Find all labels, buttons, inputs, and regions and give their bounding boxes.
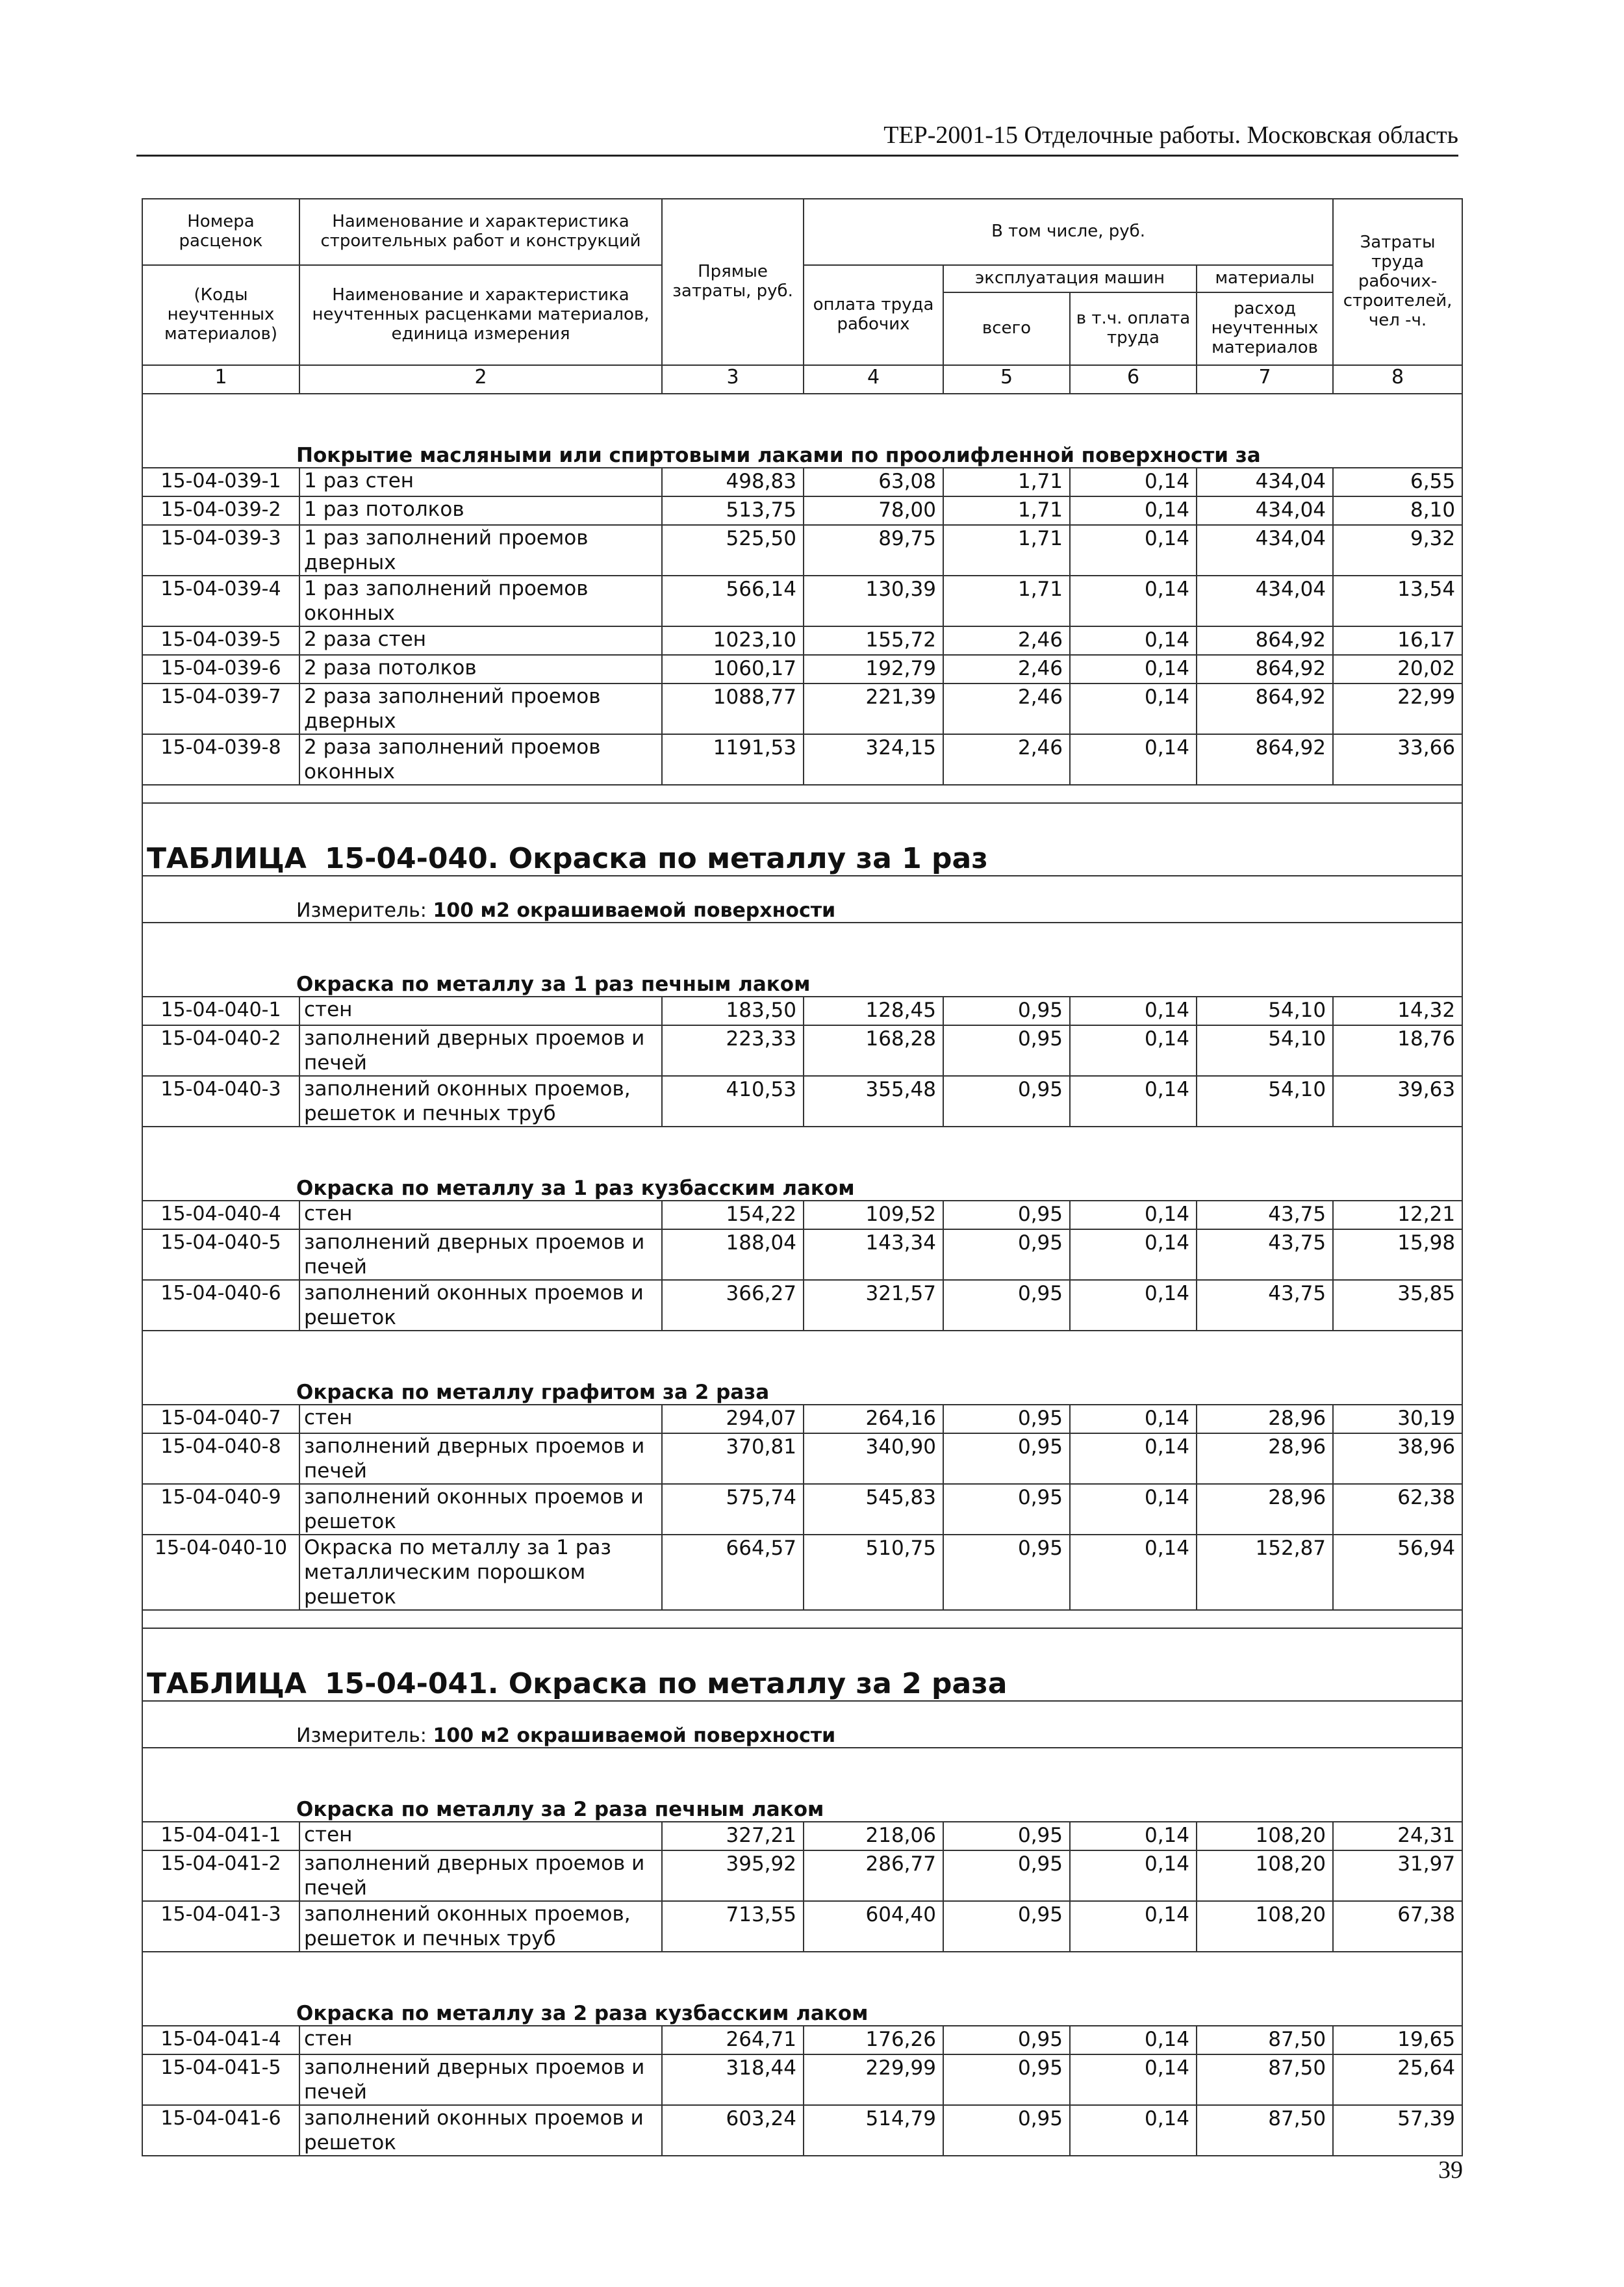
direct-costs: 395,92	[662, 1850, 804, 1901]
labor-cost: 143,34	[804, 1229, 943, 1280]
meter	[142, 1701, 1462, 1748]
labor-hours: 9,32	[1333, 525, 1462, 576]
labor-cost: 89,75	[804, 525, 943, 576]
table-row	[142, 1229, 1462, 1280]
page-header-title: ТЕР-2001-15 Отделочные работы. Московская область	[883, 121, 1458, 149]
materials-cost: 43,75	[1197, 1201, 1333, 1229]
work-name: заполнений оконных проемов и решеток	[299, 1484, 662, 1535]
machines-total: 2,46	[943, 684, 1070, 734]
col-labor: оплата труда рабочих	[804, 265, 943, 365]
direct-costs: 318,44	[662, 2054, 804, 2105]
meter-row	[142, 876, 1462, 923]
col-name-top: Наименование и характеристика строительных работ и конструкций	[299, 199, 662, 265]
labor-cost: 155,72	[804, 626, 943, 655]
section-title: Окраска по металлу за 2 раза кузбасским лаком	[142, 1952, 1462, 2026]
labor-hours: 6,55	[1333, 468, 1462, 496]
labor-hours: 57,39	[1333, 2105, 1462, 2156]
rate-code: 15-04-039-4	[142, 576, 299, 626]
direct-costs: 183,50	[662, 997, 804, 1025]
col-number: 6	[1070, 365, 1197, 394]
labor-cost: 510,75	[804, 1535, 943, 1610]
machines-total: 0,95	[943, 1484, 1070, 1535]
rate-code: 15-04-041-6	[142, 2105, 299, 2156]
rate-code: 15-04-040-6	[142, 1280, 299, 1331]
labor-cost: 324,15	[804, 734, 943, 785]
table-row	[142, 525, 1462, 576]
labor-cost: 128,45	[804, 997, 943, 1025]
labor-cost: 168,28	[804, 1025, 943, 1076]
table-row	[142, 655, 1462, 684]
rate-code: 15-04-039-2	[142, 496, 299, 525]
materials-cost: 87,50	[1197, 2105, 1333, 2156]
table-title-text: Окраска по металлу за 1 раз	[508, 842, 988, 875]
labor-hours: 39,63	[1333, 1076, 1462, 1127]
col-including: В том числе, руб.	[804, 199, 1333, 265]
machines-total: 0,95	[943, 1850, 1070, 1901]
rate-code: 15-04-039-5	[142, 626, 299, 655]
materials-cost: 434,04	[1197, 576, 1333, 626]
machines-total: 0,95	[943, 1201, 1070, 1229]
direct-costs: 294,07	[662, 1405, 804, 1433]
work-name: стен	[299, 1405, 662, 1433]
work-name: заполнений оконных проемов, решеток и печных труб	[299, 1076, 662, 1127]
machines-labor: 0,14	[1070, 1850, 1197, 1901]
rates-table	[142, 198, 1463, 2156]
table-row	[142, 1025, 1462, 1076]
labor-hours: 38,96	[1333, 1433, 1462, 1484]
meter-label: Измеритель:	[296, 899, 427, 922]
meter-value: 100 м2 окрашиваемой поверхности	[433, 899, 836, 922]
rate-code: 15-04-040-4	[142, 1201, 299, 1229]
meter-label: Измеритель:	[296, 1724, 427, 1747]
machines-labor: 0,14	[1070, 1405, 1197, 1433]
work-name: Окраска по металлу за 1 раз металлическим порошком решеток	[299, 1535, 662, 1610]
table-title-number: 15-04-041.	[324, 1667, 499, 1700]
rate-code: 15-04-041-1	[142, 1822, 299, 1850]
col-number: 3	[662, 365, 804, 394]
materials-cost: 434,04	[1197, 525, 1333, 576]
rate-code: 15-04-039-8	[142, 734, 299, 785]
labor-cost: 63,08	[804, 468, 943, 496]
table-title-label: ТАБЛИЦА	[147, 1667, 307, 1700]
direct-costs: 1060,17	[662, 655, 804, 684]
section-title: Окраска по металлу графитом за 2 раза	[142, 1331, 1462, 1405]
rate-code: 15-04-041-3	[142, 1901, 299, 1952]
direct-costs: 603,24	[662, 2105, 804, 2156]
section-title: Окраска по металлу за 1 раз кузбасским лаком	[142, 1127, 1462, 1201]
labor-hours: 35,85	[1333, 1280, 1462, 1331]
labor-hours: 12,21	[1333, 1201, 1462, 1229]
machines-total: 0,95	[943, 997, 1070, 1025]
work-name: заполнений оконных проемов, решеток и печных труб	[299, 1901, 662, 1952]
table-title-row	[142, 803, 1462, 876]
materials-cost: 28,96	[1197, 1405, 1333, 1433]
table-row	[142, 1280, 1462, 1331]
labor-hours: 18,76	[1333, 1025, 1462, 1076]
machines-labor: 0,14	[1070, 576, 1197, 626]
labor-cost: 229,99	[804, 2054, 943, 2105]
machines-total: 1,71	[943, 496, 1070, 525]
table-title-label: ТАБЛИЦА	[147, 842, 307, 875]
labor-cost: 604,40	[804, 1901, 943, 1952]
col-number: 7	[1197, 365, 1333, 394]
work-name: заполнений дверных проемов и печей	[299, 1850, 662, 1901]
table-row	[142, 1484, 1462, 1535]
rate-code: 15-04-040-10	[142, 1535, 299, 1610]
rate-code: 15-04-039-1	[142, 468, 299, 496]
materials-cost: 87,50	[1197, 2026, 1333, 2054]
table-row	[142, 1201, 1462, 1229]
machines-total: 0,95	[943, 1901, 1070, 1952]
rate-code: 15-04-039-7	[142, 684, 299, 734]
direct-costs: 566,14	[662, 576, 804, 626]
col-number: 1	[142, 365, 299, 394]
col-name-bottom: Наименование и характеристика неучтенных расценками материалов, единица измерения	[299, 265, 662, 365]
labor-hours: 20,02	[1333, 655, 1462, 684]
labor-cost: 130,39	[804, 576, 943, 626]
labor-hours: 14,32	[1333, 997, 1462, 1025]
materials-cost: 28,96	[1197, 1484, 1333, 1535]
col-machines: эксплуатация машин	[943, 265, 1197, 292]
work-name: 1 раз потолков	[299, 496, 662, 525]
col-number: 2	[299, 365, 662, 394]
section-title-row	[142, 1952, 1462, 2026]
rate-code: 15-04-041-5	[142, 2054, 299, 2105]
machines-total: 0,95	[943, 1535, 1070, 1610]
machines-total: 1,71	[943, 468, 1070, 496]
direct-costs: 410,53	[662, 1076, 804, 1127]
work-name: стен	[299, 997, 662, 1025]
spacer-row	[142, 1610, 1462, 1628]
work-name: 1 раз заполнений проемов дверных	[299, 525, 662, 576]
page-header	[136, 116, 1458, 157]
machines-labor: 0,14	[1070, 1076, 1197, 1127]
meter-row	[142, 1701, 1462, 1748]
labor-cost: 109,52	[804, 1201, 943, 1229]
direct-costs: 264,71	[662, 2026, 804, 2054]
column-numbers-row	[142, 365, 1462, 394]
labor-hours: 8,10	[1333, 496, 1462, 525]
rate-code: 15-04-040-3	[142, 1076, 299, 1127]
machines-labor: 0,14	[1070, 496, 1197, 525]
machines-total: 0,95	[943, 1229, 1070, 1280]
rate-code: 15-04-040-8	[142, 1433, 299, 1484]
machines-labor: 0,14	[1070, 468, 1197, 496]
labor-cost: 545,83	[804, 1484, 943, 1535]
meter-value: 100 м2 окрашиваемой поверхности	[433, 1724, 836, 1747]
materials-cost: 43,75	[1197, 1229, 1333, 1280]
machines-total: 0,95	[943, 1280, 1070, 1331]
rate-code: 15-04-040-7	[142, 1405, 299, 1433]
table-title-number: 15-04-040.	[324, 842, 499, 875]
machines-labor: 0,14	[1070, 1901, 1197, 1952]
col-materials: материалы	[1197, 265, 1333, 292]
work-name: заполнений оконных проемов и решеток	[299, 2105, 662, 2156]
direct-costs: 370,81	[662, 1433, 804, 1484]
section-title: Покрытие масляными или спиртовыми лаками по проолифленной поверхности за	[142, 394, 1462, 468]
table-row	[142, 496, 1462, 525]
labor-hours: 16,17	[1333, 626, 1462, 655]
materials-cost: 108,20	[1197, 1822, 1333, 1850]
labor-hours: 31,97	[1333, 1850, 1462, 1901]
machines-total: 2,46	[943, 655, 1070, 684]
table-row	[142, 576, 1462, 626]
machines-labor: 0,14	[1070, 655, 1197, 684]
work-name: 2 раза заполнений проемов оконных	[299, 734, 662, 785]
table-row	[142, 1822, 1462, 1850]
labor-cost: 192,79	[804, 655, 943, 684]
work-name: 2 раза потолков	[299, 655, 662, 684]
rate-code: 15-04-039-6	[142, 655, 299, 684]
labor-cost: 286,77	[804, 1850, 943, 1901]
machines-labor: 0,14	[1070, 1201, 1197, 1229]
labor-hours: 13,54	[1333, 576, 1462, 626]
meter	[142, 876, 1462, 923]
direct-costs: 664,57	[662, 1535, 804, 1610]
machines-labor: 0,14	[1070, 684, 1197, 734]
labor-cost: 221,39	[804, 684, 943, 734]
labor-hours: 24,31	[1333, 1822, 1462, 1850]
machines-total: 0,95	[943, 2105, 1070, 2156]
col-code-bottom: (Коды неучтенных материалов)	[142, 265, 299, 365]
machines-total: 1,71	[943, 576, 1070, 626]
col-machines-labor: в т.ч. оплата труда	[1070, 292, 1197, 365]
machines-labor: 0,14	[1070, 626, 1197, 655]
direct-costs: 513,75	[662, 496, 804, 525]
spacer-cell	[142, 1610, 1462, 1628]
section-title-row	[142, 1748, 1462, 1822]
machines-total: 1,71	[943, 525, 1070, 576]
rate-code: 15-04-041-4	[142, 2026, 299, 2054]
labor-hours: 33,66	[1333, 734, 1462, 785]
materials-cost: 108,20	[1197, 1850, 1333, 1901]
table-row	[142, 1535, 1462, 1610]
table-row	[142, 2026, 1462, 2054]
work-name: заполнений оконных проемов и решеток	[299, 1280, 662, 1331]
table-row	[142, 1433, 1462, 1484]
labor-hours: 22,99	[1333, 684, 1462, 734]
machines-total: 0,95	[943, 2026, 1070, 2054]
labor-hours: 19,65	[1333, 2026, 1462, 2054]
rate-code: 15-04-040-5	[142, 1229, 299, 1280]
table-row	[142, 997, 1462, 1025]
labor-cost: 355,48	[804, 1076, 943, 1127]
col-direct: Прямые затраты, руб.	[662, 199, 804, 365]
rate-code: 15-04-040-1	[142, 997, 299, 1025]
page-number: 39	[1438, 2156, 1463, 2184]
materials-cost: 108,20	[1197, 1901, 1333, 1952]
work-name: 1 раз заполнений проемов оконных	[299, 576, 662, 626]
direct-costs: 223,33	[662, 1025, 804, 1076]
materials-cost: 864,92	[1197, 734, 1333, 785]
table-row	[142, 468, 1462, 496]
col-code-top: Номера расценок	[142, 199, 299, 265]
machines-labor: 0,14	[1070, 1433, 1197, 1484]
work-name: стен	[299, 1201, 662, 1229]
table-body	[142, 394, 1462, 2156]
materials-cost: 434,04	[1197, 496, 1333, 525]
col-number: 5	[943, 365, 1070, 394]
table-title-row	[142, 1628, 1462, 1701]
labor-cost: 78,00	[804, 496, 943, 525]
materials-cost: 54,10	[1197, 1025, 1333, 1076]
direct-costs: 1191,53	[662, 734, 804, 785]
labor-hours: 67,38	[1333, 1901, 1462, 1952]
materials-cost: 87,50	[1197, 2054, 1333, 2105]
spacer-cell	[142, 785, 1462, 803]
work-name: стен	[299, 1822, 662, 1850]
direct-costs: 713,55	[662, 1901, 804, 1952]
spacer-row	[142, 785, 1462, 803]
table-row	[142, 1405, 1462, 1433]
section-title-row	[142, 923, 1462, 997]
machines-labor: 0,14	[1070, 2105, 1197, 2156]
table-row	[142, 684, 1462, 734]
machines-labor: 0,14	[1070, 2026, 1197, 2054]
direct-costs: 498,83	[662, 468, 804, 496]
work-name: 1 раз стен	[299, 468, 662, 496]
materials-cost: 864,92	[1197, 684, 1333, 734]
table-title-text: Окраска по металлу за 2 раза	[508, 1667, 1008, 1700]
materials-cost: 43,75	[1197, 1280, 1333, 1331]
col-number: 8	[1333, 365, 1462, 394]
rate-code: 15-04-040-9	[142, 1484, 299, 1535]
materials-cost: 864,92	[1197, 626, 1333, 655]
table-row	[142, 1901, 1462, 1952]
direct-costs: 1023,10	[662, 626, 804, 655]
section-title-row	[142, 1127, 1462, 1201]
table-row	[142, 2105, 1462, 2156]
rate-code: 15-04-041-2	[142, 1850, 299, 1901]
direct-costs: 1088,77	[662, 684, 804, 734]
machines-labor: 0,14	[1070, 1229, 1197, 1280]
work-name: заполнений дверных проемов и печей	[299, 1433, 662, 1484]
col-materials-sub: расход неучтенных материалов	[1197, 292, 1333, 365]
section-title: Окраска по металлу за 1 раз печным лаком	[142, 923, 1462, 997]
labor-hours: 25,64	[1333, 2054, 1462, 2105]
machines-total: 2,46	[943, 734, 1070, 785]
direct-costs: 525,50	[662, 525, 804, 576]
table-title	[142, 803, 1462, 876]
machines-total: 0,95	[943, 2054, 1070, 2105]
machines-labor: 0,14	[1070, 734, 1197, 785]
labor-cost: 264,16	[804, 1405, 943, 1433]
machines-labor: 0,14	[1070, 1535, 1197, 1610]
col-number: 4	[804, 365, 943, 394]
labor-cost: 340,90	[804, 1433, 943, 1484]
machines-total: 0,95	[943, 1405, 1070, 1433]
machines-total: 0,95	[943, 1025, 1070, 1076]
labor-hours: 56,94	[1333, 1535, 1462, 1610]
section-title-row	[142, 394, 1462, 468]
labor-cost: 176,26	[804, 2026, 943, 2054]
work-name: 2 раза стен	[299, 626, 662, 655]
table-row	[142, 1850, 1462, 1901]
machines-labor: 0,14	[1070, 1025, 1197, 1076]
work-name: 2 раза заполнений проемов дверных	[299, 684, 662, 734]
direct-costs: 366,27	[662, 1280, 804, 1331]
table-row	[142, 2054, 1462, 2105]
materials-cost: 54,10	[1197, 997, 1333, 1025]
materials-cost: 434,04	[1197, 468, 1333, 496]
machines-labor: 0,14	[1070, 1280, 1197, 1331]
labor-hours: 30,19	[1333, 1405, 1462, 1433]
machines-total: 2,46	[943, 626, 1070, 655]
machines-labor: 0,14	[1070, 997, 1197, 1025]
direct-costs: 188,04	[662, 1229, 804, 1280]
materials-cost: 28,96	[1197, 1433, 1333, 1484]
section-title: Окраска по металлу за 2 раза печным лаком	[142, 1748, 1462, 1822]
work-name: заполнений дверных проемов и печей	[299, 1025, 662, 1076]
machines-total: 0,95	[943, 1076, 1070, 1127]
col-machines-total: всего	[943, 292, 1070, 365]
machines-total: 0,95	[943, 1822, 1070, 1850]
labor-cost: 321,57	[804, 1280, 943, 1331]
rate-code: 15-04-039-3	[142, 525, 299, 576]
rate-code: 15-04-040-2	[142, 1025, 299, 1076]
labor-cost: 218,06	[804, 1822, 943, 1850]
machines-labor: 0,14	[1070, 1484, 1197, 1535]
materials-cost: 152,87	[1197, 1535, 1333, 1610]
table-title	[142, 1628, 1462, 1701]
direct-costs: 327,21	[662, 1822, 804, 1850]
machines-labor: 0,14	[1070, 525, 1197, 576]
table-header	[142, 199, 1462, 394]
machines-labor: 0,14	[1070, 1822, 1197, 1850]
labor-hours: 15,98	[1333, 1229, 1462, 1280]
labor-hours: 62,38	[1333, 1484, 1462, 1535]
work-name: заполнений дверных проемов и печей	[299, 1229, 662, 1280]
table-row	[142, 734, 1462, 785]
table-row	[142, 626, 1462, 655]
labor-cost: 514,79	[804, 2105, 943, 2156]
col-workers: Затраты труда рабочих-строителей, чел -ч.	[1333, 199, 1462, 365]
materials-cost: 54,10	[1197, 1076, 1333, 1127]
section-title-row	[142, 1331, 1462, 1405]
table-row	[142, 1076, 1462, 1127]
direct-costs: 154,22	[662, 1201, 804, 1229]
machines-labor: 0,14	[1070, 2054, 1197, 2105]
materials-cost: 864,92	[1197, 655, 1333, 684]
work-name: заполнений дверных проемов и печей	[299, 2054, 662, 2105]
direct-costs: 575,74	[662, 1484, 804, 1535]
work-name: стен	[299, 2026, 662, 2054]
machines-total: 0,95	[943, 1433, 1070, 1484]
